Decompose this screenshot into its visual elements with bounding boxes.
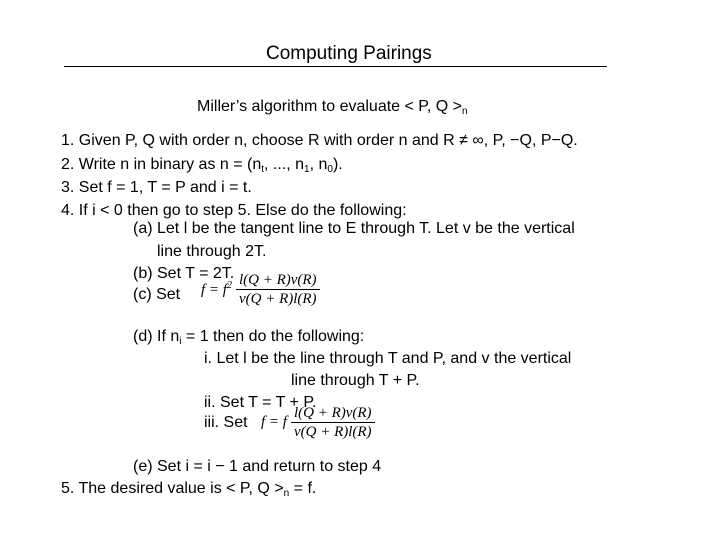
step-4: 4. If i < 0 then go to step 5. Else do the following: xyxy=(61,202,407,219)
step-2: 2. Write n in binary as $n = (n_t$, ..., $n_1$, $n_0$). xyxy=(61,156,343,175)
step-4d-i-line2: line through T + P. xyxy=(291,372,420,389)
step-4e: (e) Set i = i − 1 and return to step 4 xyxy=(133,458,382,475)
step-4a-line1: (a) Let l be the tangent line to E through T. Let v be the vertical xyxy=(133,220,575,237)
formula-iii-numerator: l(Q + R)v(R) xyxy=(291,405,375,423)
formula-c-numerator: l(Q + R)v(R) xyxy=(236,272,320,290)
formula-step-c: $f = f^2$ $\frac{l(Q + R)v(R)}{v(Q + R)l(R)}$ xyxy=(201,272,320,307)
step-4a-line2: line through 2T. xyxy=(157,243,267,260)
step-3: 3. Set f = 1, T = P and i = t. xyxy=(61,179,252,196)
slide-subtitle: Miller’s algorithm to evaluate < P, $Q >_n$ xyxy=(197,98,468,117)
slide-title: Computing Pairings xyxy=(266,43,432,64)
formula-step-iii: f = f $\frac{l(Q + R)v(R)}{v(Q + R)l(R)}$ xyxy=(261,405,375,440)
step-4d-ii: ii. Set T = T + P. xyxy=(204,394,317,411)
title-underline xyxy=(64,66,607,67)
step-4d-iii: iii. Set xyxy=(204,414,248,431)
formula-iii-denominator: v(Q + R)l(R) xyxy=(293,424,372,440)
formula-c-denominator: v(Q + R)l(R) xyxy=(238,291,317,307)
step-4b: (b) Set T = 2T. xyxy=(133,265,235,282)
step-4d-i-line1: i. Let l be the line through T and P, and v the vertical xyxy=(204,350,572,367)
step-4c: (c) Set xyxy=(133,286,181,303)
step-5: 5. The desired value is < P, $Q >_n = f$. xyxy=(61,480,317,499)
step-4d: (d) If $n_i = 1$ then do the following: xyxy=(133,328,365,347)
step-1: 1. Given P, Q with order n, choose R with order n and R ≠ ∞, P, −Q, P−Q. xyxy=(61,132,578,149)
